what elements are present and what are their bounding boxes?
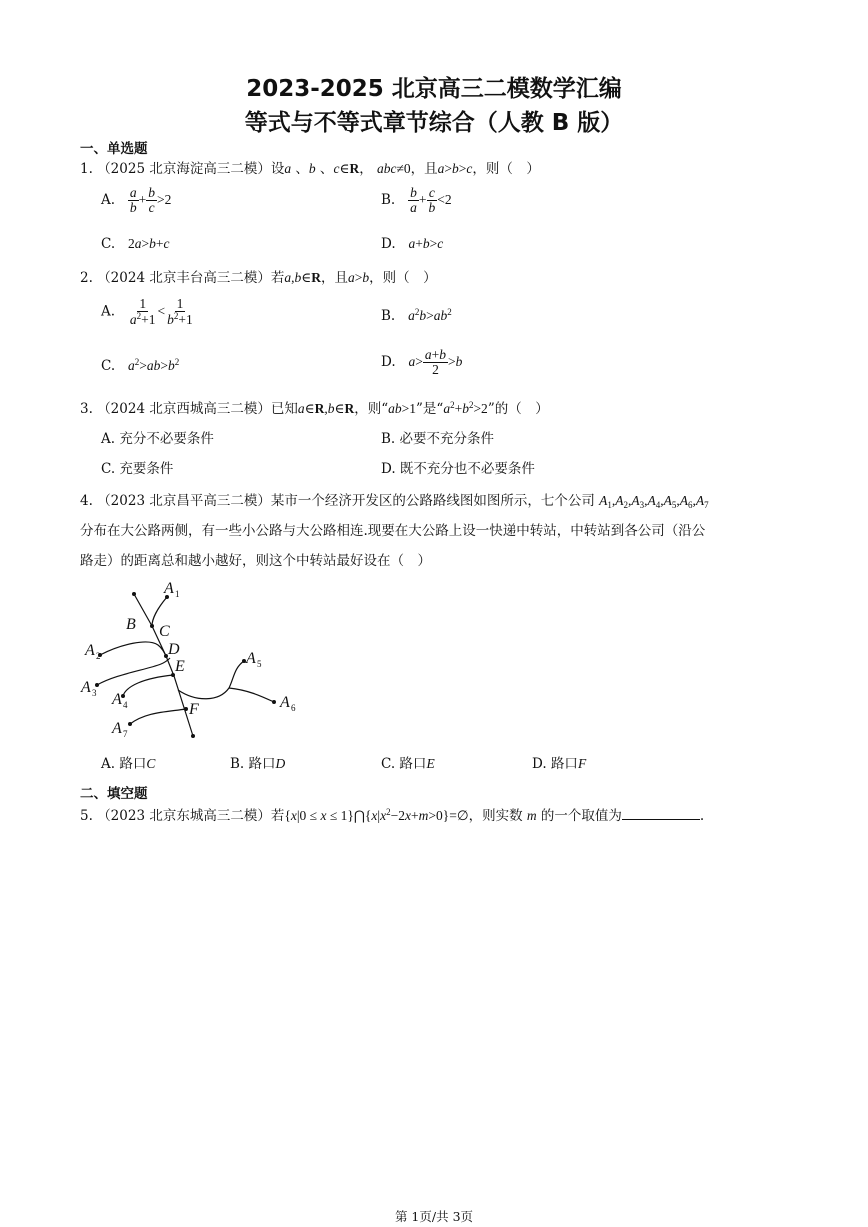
question-4-option-b[interactable]: B. 路口D	[230, 756, 286, 772]
question-4-option-c[interactable]: C. 路口E	[381, 756, 435, 772]
label-a5: A	[246, 650, 256, 667]
question-3-stem: 3. （2024 北京西城高三二模）已知a∈R,b∈R，则“ab>1”是“$a^2+b^2>2$”的（ ）	[80, 400, 549, 417]
doc-title-line2: 等式与不等式章节综合（人教 B 版）	[244, 110, 624, 136]
question-3-option-c[interactable]: C. 充要条件	[101, 461, 174, 477]
question-1-option-b[interactable]: B. $\frac{b}{a}$ + $\frac{c}{b}$ <2	[381, 185, 452, 216]
svg-text:4: 4	[123, 700, 128, 710]
svg-text:3: 3	[92, 688, 97, 698]
question-5-stem: 5. （2023 北京东城高三二模）若$\{x|0 \le x \le 1\}⋂\{x|x^2-2x+m>0\}=\emptyset$，则实数 m 的一个取值为 .	[80, 807, 705, 824]
label-f: F	[189, 701, 199, 718]
question-1-option-d[interactable]: D. a+b>c	[381, 236, 444, 252]
label-a1: A	[164, 580, 174, 597]
svg-text:7: 7	[123, 729, 128, 739]
label-a4: A	[112, 691, 122, 708]
question-1-stem: 1. （2025 北京海淀高三二模）设a 、b 、c∈R， abc≠0，且a>b>c，则（ ）	[80, 161, 540, 177]
label-d: D	[168, 641, 180, 658]
doc-title-line1: 2023-2025 北京高三二模数学汇编	[246, 76, 622, 102]
question-2-stem: 2. （2024 北京丰台高三二模）若a,b∈R，且a>b，则（ ）	[80, 270, 437, 286]
section-heading-single-choice: 一、单选题	[80, 141, 148, 157]
question-3-option-d[interactable]: D. 既不充分也不必要条件	[381, 461, 535, 477]
question-4-stem-line3: 路走）的距离总和越小越好，则这个中转站最好设在（ ）	[80, 553, 431, 569]
section-heading-fill-in: 二、填空题	[80, 786, 148, 802]
question-2-option-a[interactable]: A. $\frac{1}{a^2+1}$ < $\frac{1}{b^2+1}$	[101, 296, 193, 328]
label-c: C	[159, 623, 170, 640]
label-a6: A	[280, 694, 290, 711]
label-a7: A	[112, 720, 122, 737]
question-3-option-a[interactable]: A. 充分不必要条件	[101, 431, 214, 447]
question-4-stem-line1: 4. （2023 北京昌平高三二模）某市一个经济开发区的公路路线图如图所示，七个公司 $A_1,A_2,A_3,A_4,A_5,A_6,A_7$	[80, 493, 709, 510]
svg-text:2: 2	[96, 651, 101, 661]
question-4-stem-line2: 分布在大公路两侧，有一些小公路与大公路相连.现要在大公路上设一快递中转站，中转站到各公司（沿公	[80, 523, 706, 539]
question-4-option-a[interactable]: A. 路口C	[101, 756, 156, 772]
svg-text:6: 6	[291, 703, 296, 713]
question-1-option-a[interactable]: A. $\frac{a}{b}$ + $\frac{b}{c}$ >2	[101, 185, 172, 216]
label-a3: A	[81, 679, 91, 696]
question-2-option-b[interactable]: B. $a^2b>ab^2$	[381, 307, 452, 324]
question-1-option-c[interactable]: C. 2a>b+c	[101, 236, 170, 252]
page-footer: 第 1页/共 3页	[394, 1209, 474, 1224]
question-4-option-d[interactable]: D. 路口F	[532, 756, 587, 772]
label-e: E	[175, 658, 185, 675]
road-network-figure	[76, 574, 306, 746]
label-a2: A	[85, 642, 95, 659]
svg-text:5: 5	[257, 659, 262, 669]
label-b: B	[126, 616, 136, 633]
question-3-option-b[interactable]: B. 必要不充分条件	[381, 431, 495, 447]
question-2-option-c[interactable]: C. $a^2>ab>b^2$	[101, 357, 180, 374]
question-2-option-d[interactable]: D. a> $\frac{a+b}{2}$ >b	[381, 347, 463, 378]
svg-text:1: 1	[175, 589, 180, 599]
answer-blank[interactable]	[622, 806, 700, 820]
